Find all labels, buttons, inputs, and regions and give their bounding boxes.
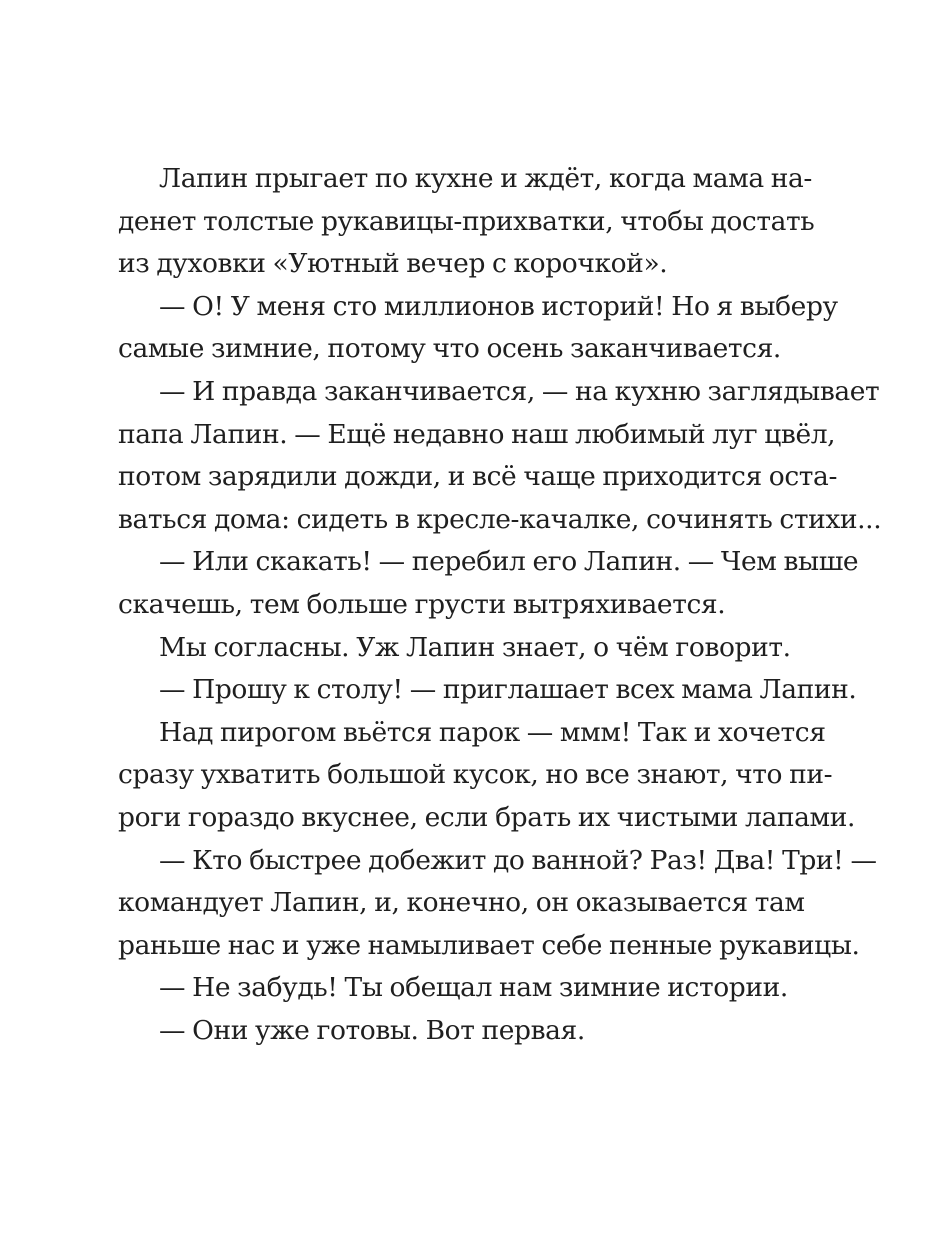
text-line-12: Мы согласны. Уж Лапин знает, о чём говорит. xyxy=(159,631,791,663)
text-line-16: роги гораздо вкуснее, если брать их чистыми лапами. xyxy=(118,801,855,833)
text-line-20: — Не забудь! Ты обещал нам зимние истории. xyxy=(159,972,788,1004)
text-line-7: папа Лапин. — Ещё недавно наш любимый луг цвёл, xyxy=(118,418,836,450)
text-line-19: раньше нас и уже намыливает себе пенные рукавицы. xyxy=(118,929,860,961)
text-line-17: — Кто быстрее добежит до ванной? Раз! Два! Три! — xyxy=(159,844,877,876)
text-line-4: — О! У меня сто миллионов историй! Но я выберу xyxy=(159,290,838,322)
text-line-9: ваться дома: сидеть в кресле-качалке, сочинять стихи... xyxy=(118,503,882,535)
text-line-8: потом зарядили дожди, и всё чаще приходится оста- xyxy=(118,461,838,493)
text-line-21: — Они уже готовы. Вот первая. xyxy=(159,1014,585,1046)
text-line-5: самые зимние, потому что осень заканчивается. xyxy=(118,333,781,365)
text-line-13: — Прошу к столу! — приглашает всех мама Лапин. xyxy=(159,674,857,706)
text-line-14: Над пирогом вьётся парок — ммм! Так и хочется xyxy=(159,716,826,748)
text-line-15: сразу ухватить большой кусок, но все знают, что пи- xyxy=(118,759,833,791)
text-line-18: командует Лапин, и, конечно, он оказывается там xyxy=(118,887,805,919)
text-line-3: из духовки «Уютный вечер с корочкой». xyxy=(118,248,668,280)
text-line-1: Лапин прыгает по кухне и ждёт, когда мама на- xyxy=(159,163,812,194)
text-line-10: — Или скакать! — перебил его Лапин. — Чем выше xyxy=(159,546,859,578)
text-line-11: скачешь, тем больше грусти вытряхивается. xyxy=(118,588,726,620)
text-line-2: денет толстые рукавицы-прихватки, чтобы достать xyxy=(118,205,815,237)
text-line-6: — И правда заканчивается, — на кухню заглядывает xyxy=(159,375,880,407)
page-body-text xyxy=(118,158,882,1052)
